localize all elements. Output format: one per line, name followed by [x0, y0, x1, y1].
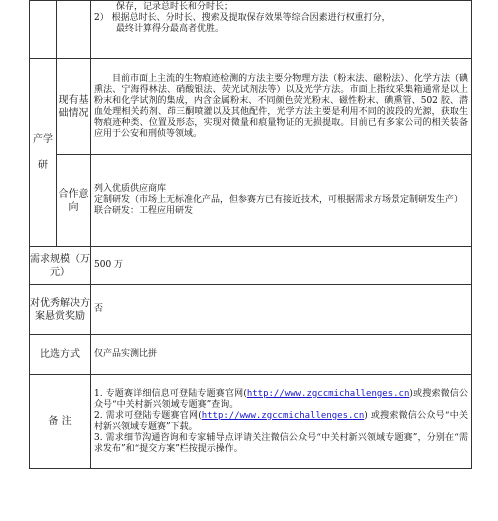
note-2 — [94, 411, 468, 433]
table-row — [30, 155, 472, 247]
table-row — [30, 59, 472, 155]
note-2-pre: 2. 需求可登陆专题赛官网( — [94, 410, 202, 421]
eval-line-2: 2） 根据总时长、分时长、搜索及提取保存效果等综合因素进行权重打分， — [94, 13, 391, 23]
eval-line-3: 最终计算得分最高者优胜。 — [116, 24, 225, 34]
website-link[interactable]: http://www.zgccmichallenges.cn — [246, 388, 410, 399]
compare-value: 仅产品实测比拼 — [91, 335, 472, 375]
table-row — [30, 375, 472, 469]
note-1 — [94, 389, 468, 411]
website-link[interactable]: http://www.zgccmichallenges.cn — [201, 410, 365, 421]
cooperation-line-2: 定制研发（市场上无标准化产品，但参赛方已有接近技术，可根据需求方场景定制研发生产） — [94, 195, 464, 205]
table-row — [30, 285, 472, 335]
evaluation-text-cell — [91, 1, 472, 59]
eval-line-1: 保存，记录总时长和分时长； — [116, 2, 234, 12]
notes-text-cell — [91, 375, 472, 469]
table-row — [30, 335, 472, 375]
cooperation-line-1: 列入优质供应商库 — [94, 184, 167, 194]
reward-value: 否 — [91, 285, 472, 335]
compare-label: 比选方式 — [30, 335, 91, 375]
current-basis-label: 现有基础情况 — [57, 59, 91, 155]
note-1-post: )或搜索微信公众号“中关村新兴领域专题赛”查询。 — [94, 388, 468, 410]
note-3: 3. 需求细节沟通咨询和专家辅导点评请关注微信公众号“中关村新兴领域专题赛”，分别在“需求发布”和“提交方案”栏按提示操作。 — [94, 432, 468, 454]
table-row — [30, 247, 472, 285]
demand-scale-value: 500 万 — [91, 247, 472, 285]
section-label-cell — [30, 59, 57, 247]
section-label-a: 产学 — [33, 134, 53, 145]
table-row — [30, 1, 472, 59]
note-1-pre: 1. 专题赛详细信息可登陆专题赛官网( — [94, 388, 247, 399]
demand-scale-label: 需求规模（万元） — [30, 247, 91, 285]
cooperation-text-cell — [91, 155, 472, 247]
table-cell — [57, 1, 91, 59]
cooperation-label: 合作意向 — [57, 155, 91, 247]
current-basis-text: 目前市面上主流的生物痕迹检测的方法主要分物理方法（粉末法、磁粉法）、化学方法（碘熏法、宁海得林法、硝酸银法、荧光试剂法等）以及光学方法。市面上指纹采集箱通常是以上粉末和化学试剂的集成，内含金属粉末、不同颜色荧光粉末、磁性粉末、碘熏管、502 胶、潜血处理相关药剂、茚三酮喷灌以及其他配件，光学方法主要是利用不同的波段的光源，获取生物痕迹种类、位置及形态，实现对微量和痕量物证的无损提取。目前已有多家公司的相关装备应用于公安和刑侦等领域。 — [91, 59, 472, 155]
notes-label: 备 注 — [30, 375, 91, 469]
section-label-b: 研 — [38, 160, 48, 171]
requirement-table — [29, 0, 472, 469]
reward-label: 对优秀解决方案悬赏奖励 — [30, 285, 91, 335]
cooperation-line-3: 联合研发：工程应用研发 — [94, 206, 194, 216]
table-cell — [30, 1, 57, 59]
note-2-post: ) 或搜索微信公众号“中关村新兴领域专题赛”下载。 — [94, 410, 468, 432]
